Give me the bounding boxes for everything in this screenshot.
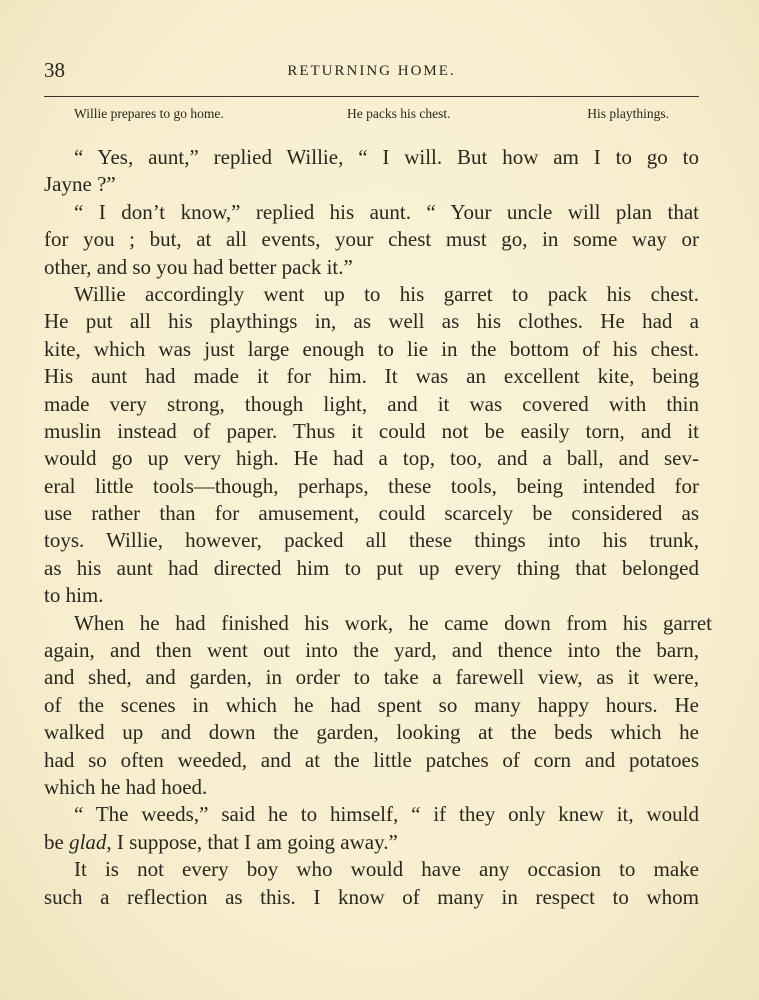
- glad-line-italic: glad: [69, 829, 107, 854]
- text-line: and shed, and garden, in order to take a farewell view, as it were,: [44, 665, 699, 690]
- text-line: other, and so you had better pack it.”: [44, 254, 353, 279]
- glad-line-after: , I suppose, that I am going away.”: [106, 829, 398, 854]
- text-line: muslin instead of paper. Thus it could not be easily torn, and it: [44, 418, 699, 443]
- text-line: “ The weeds,” said he to himself, “ if they only knew it, would: [74, 802, 699, 827]
- text-line: walked up and down the garden, looking at the beds which he: [44, 720, 699, 745]
- text-line: again, and then went out into the yard, and thence into the barn,: [44, 638, 699, 663]
- text-line: would go up very high. He had a top, too, and a ball, and sev-: [44, 446, 699, 471]
- text-line: “ Yes, aunt,” replied Willie, “ I will. But how am I to go to: [74, 145, 699, 169]
- text-line-glad: [44, 829, 699, 856]
- running-head: [44, 58, 699, 84]
- text-line: as his aunt had directed him to put up every thing that belonged: [44, 555, 699, 580]
- text-line: When he had finished his work, he came down from his garret: [74, 610, 712, 635]
- text-line: to him.: [44, 583, 104, 608]
- text-line: His aunt had made it for him. It was an excellent kite, being: [44, 364, 699, 389]
- text-line: of the scenes in which he had spent so many happy hours. He: [44, 692, 699, 717]
- page-number: 38: [44, 58, 65, 82]
- text-line: for you ; but, at all events, your chest must go, in some way or: [44, 227, 699, 252]
- text-line: such a reflection as this. I know of many in respect to whom: [44, 884, 699, 909]
- body-text: [44, 144, 712, 911]
- text-line: “ I don’t know,” replied his aunt. “ Your uncle will plan that: [74, 199, 699, 224]
- header-rule: [44, 96, 699, 97]
- text-line: eral little tools—though, perhaps, these tools, being intended for: [44, 473, 699, 498]
- side-note-willie-prepares: Willie prepares to go home.: [74, 106, 224, 121]
- side-note-playthings: His playthings.: [587, 106, 669, 121]
- text-line: He put all his playthings in, as well as his clothes. He had a: [44, 309, 699, 334]
- text-line: Jayne ?”: [44, 172, 116, 197]
- side-notes: [44, 106, 699, 124]
- text-line: toys. Willie, however, packed all these things into his trunk,: [44, 528, 699, 553]
- glad-line-before: be: [44, 829, 70, 854]
- side-note-packs-chest: He packs his chest.: [347, 106, 451, 121]
- text-line: kite, which was just large enough to lie in the bottom of his chest.: [44, 336, 699, 361]
- text-line: had so often weeded, and at the little patches of corn and potatoes: [44, 747, 699, 772]
- text-line: made very strong, though light, and it was covered with thin: [44, 391, 699, 416]
- text-line: Willie accordingly went up to his garret to pack his chest.: [74, 281, 699, 306]
- running-title: RETURNING HOME.: [287, 63, 456, 79]
- text-line: use rather than for amusement, could scarcely be considered as: [44, 501, 699, 526]
- text-line: which he had hoed.: [44, 774, 208, 799]
- text-line: It is not every boy who would have any occasion to make: [74, 857, 699, 882]
